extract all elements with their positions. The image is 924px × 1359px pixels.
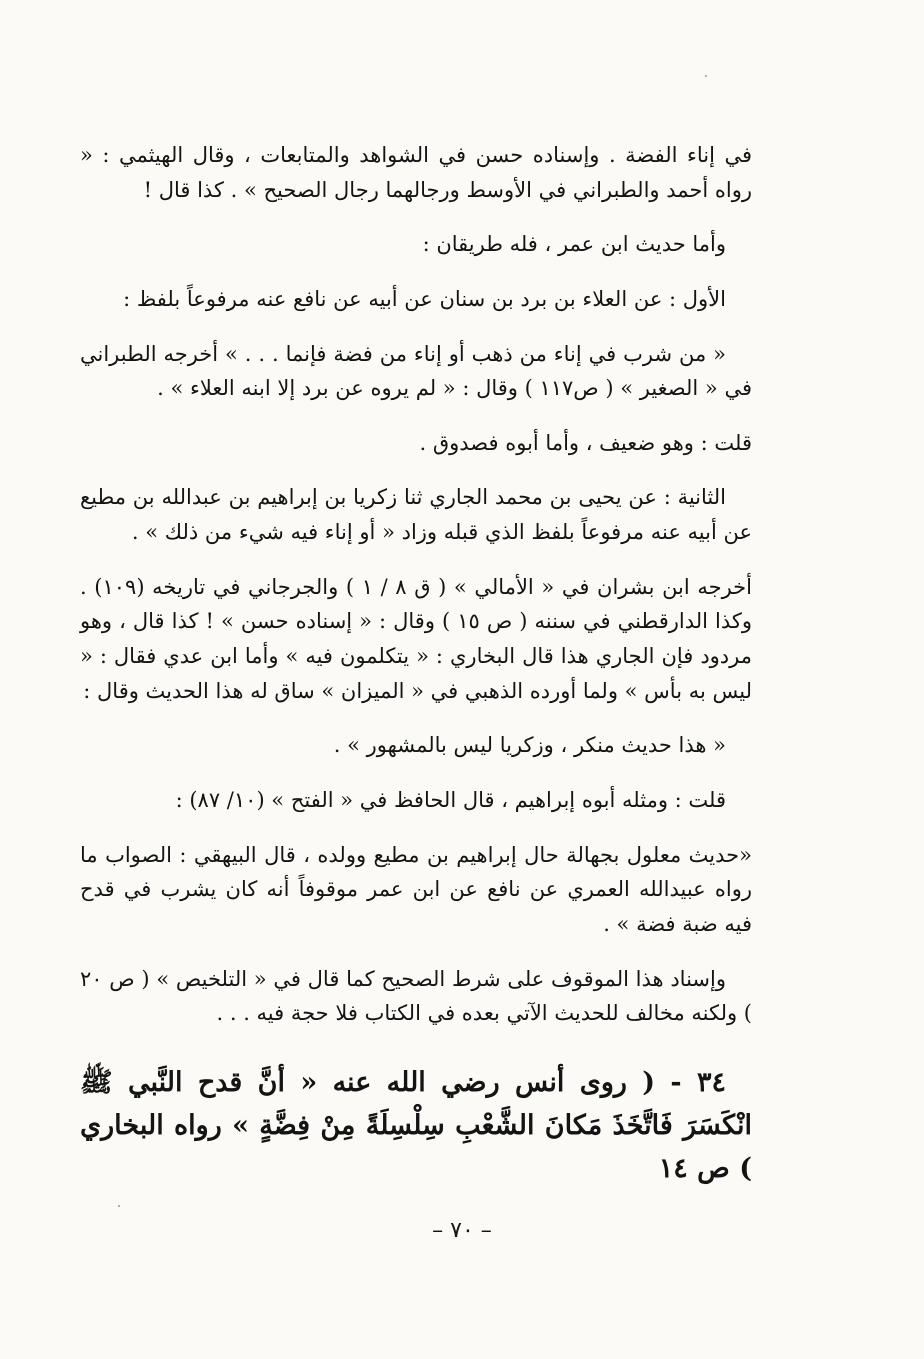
speck — [705, 75, 707, 77]
paragraph: الأول : عن العلاء بن برد بن سنان عن أبيه عن نافع عنه مرفوعاً بلفظ : — [123, 286, 726, 311]
paragraph: « هذا حديث منكر ، وزكريا ليس بالمشهور » . — [333, 733, 726, 758]
paragraph: قلت : ومثله أبوه إبراهيم ، قال الحافظ في « الفتح » (١٠/ ٨٧) : — [175, 787, 726, 812]
paragraph: في إناء الفضة . وإسناده حسن في الشواهد والمتابعات ، وقال الهيثمي : « رواه أحمد والطبراني في الأوسط ورجالهما رجال الصحيح » . كذا قال ! — [80, 143, 752, 202]
page-body — [80, 138, 752, 1190]
speck — [118, 1205, 120, 1207]
paragraph: وإسناد هذا الموقوف على شرط الصحيح كما قال في « التلخيص » ( ص ٢٠ ) ولكنه مخالف للحديث الآتي بعده في الكتاب فلا حجة فيه . . . — [80, 966, 752, 1026]
paragraph: « من شرب في إناء من ذهب أو إناء من فضة فإنما . . . » أخرجه الطبراني في « الصغير » ( ص١١٧ ) وقال : « لم يروه عن برد إلا ابنه العلاء » . — [80, 341, 752, 401]
paragraph: الثانية : عن يحيى بن محمد الجاري ثنا زكريا بن إبراهيم بن عبدالله بن مطيع عن أبيه عنه مرفوعاً بلفظ الذي قبله وزاد « أو إناء فيه شيء من ذلك » . — [80, 485, 752, 545]
paragraph: قلت : وهو ضعيف ، وأما أبوه فصدوق . — [419, 430, 752, 455]
paragraph: أخرجه ابن بشران في « الأمالي » ( ق ٨ / ١ ) والجرجاني في تاريخه (١٠٩) . وكذا الدارقطني في سننه ( ص ١٥ ) وقال : « إسناده حسن » ! كذا قال ، وهو مردود فإن الجاري هذا قال البخاري : « يتكلمون فيه » وأما ابن عدي فقال : « ليس به بأس » ولما أورده الذهبي في « الميزان » ساق له هذا الحديث وقال : — [80, 574, 752, 703]
paragraph: «حديث معلول بجهالة حال إبراهيم بن مطيع وولده ، قال البيهقي : الصواب ما رواه عبيدالله العمري عن نافع عن ابن عمر موقوفاً أنه كان يشرب في قدح فيه ضبة فضة » . — [80, 842, 752, 936]
page-number: – ٧٠ – — [432, 1218, 492, 1243]
hadith-heading: ٣٤ - ( روى أنس رضي الله عنه « أنَّ قدح النَّبي ﷺ انْكَسَرَ فَاتَّخَذَ مَكانَ الشَّعْبِ سِلْسِلَةً مِنْ فِضَّةٍ » رواه البخاري ) ص ١٤ — [80, 1066, 752, 1185]
paragraph: وأما حديث ابن عمر ، فله طريقان : — [422, 232, 726, 257]
